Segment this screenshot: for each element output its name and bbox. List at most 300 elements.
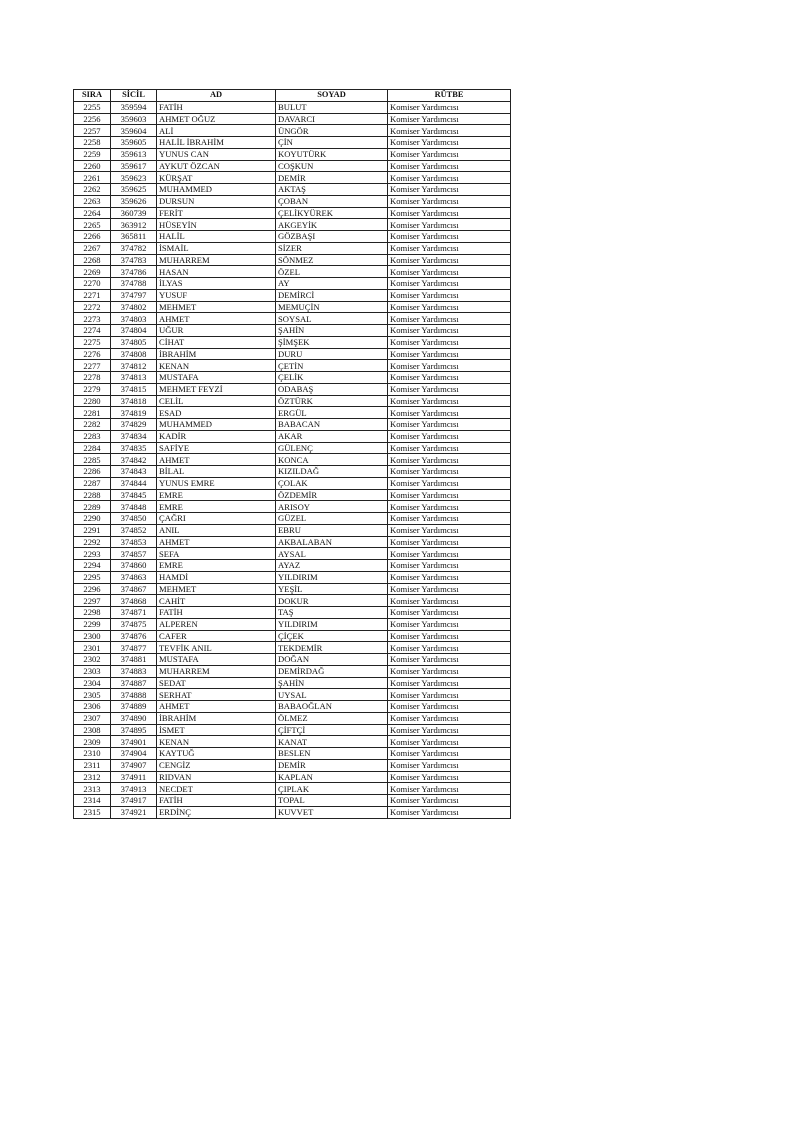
header-ad: AD bbox=[157, 90, 276, 102]
cell-sira: 2304 bbox=[74, 677, 111, 689]
cell-rutbe: Komiser Yardımcısı bbox=[388, 536, 511, 548]
header-sira: SIRA bbox=[74, 90, 111, 102]
cell-sira: 2314 bbox=[74, 795, 111, 807]
personnel-table bbox=[73, 89, 511, 819]
cell-soyad: ÇİFTÇİ bbox=[276, 724, 388, 736]
cell-sicil: 374783 bbox=[111, 254, 157, 266]
cell-sira: 2297 bbox=[74, 595, 111, 607]
table-row bbox=[74, 642, 511, 654]
table-row bbox=[74, 560, 511, 572]
cell-sicil: 374867 bbox=[111, 583, 157, 595]
cell-sicil: 374845 bbox=[111, 489, 157, 501]
cell-sira: 2261 bbox=[74, 172, 111, 184]
cell-soyad: DOĞAN bbox=[276, 654, 388, 666]
cell-soyad: ÖZEL bbox=[276, 266, 388, 278]
cell-sira: 2303 bbox=[74, 665, 111, 677]
cell-soyad: ÇİN bbox=[276, 137, 388, 149]
table-row bbox=[74, 266, 511, 278]
table-row bbox=[74, 783, 511, 795]
cell-rutbe: Komiser Yardımcısı bbox=[388, 689, 511, 701]
cell-rutbe: Komiser Yardımcısı bbox=[388, 254, 511, 266]
cell-sira: 2281 bbox=[74, 407, 111, 419]
cell-ad: AHMET bbox=[157, 701, 276, 713]
table-row bbox=[74, 442, 511, 454]
cell-soyad: AYSAL bbox=[276, 548, 388, 560]
cell-ad: HALİL bbox=[157, 231, 276, 243]
cell-ad: İBRAHİM bbox=[157, 712, 276, 724]
cell-rutbe: Komiser Yardımcısı bbox=[388, 395, 511, 407]
table-row bbox=[74, 125, 511, 137]
cell-sira: 2272 bbox=[74, 301, 111, 313]
table-row bbox=[74, 607, 511, 619]
cell-sira: 2306 bbox=[74, 701, 111, 713]
table-row bbox=[74, 407, 511, 419]
cell-rutbe: Komiser Yardımcısı bbox=[388, 313, 511, 325]
cell-ad: FATİH bbox=[157, 101, 276, 113]
cell-rutbe: Komiser Yardımcısı bbox=[388, 701, 511, 713]
cell-sira: 2273 bbox=[74, 313, 111, 325]
cell-sicil: 374853 bbox=[111, 536, 157, 548]
cell-ad: İLYAS bbox=[157, 278, 276, 290]
cell-sicil: 374834 bbox=[111, 430, 157, 442]
cell-rutbe: Komiser Yardımcısı bbox=[388, 372, 511, 384]
cell-sicil: 374877 bbox=[111, 642, 157, 654]
cell-ad: FERİT bbox=[157, 207, 276, 219]
cell-soyad: SÖNMEZ bbox=[276, 254, 388, 266]
cell-ad: AHMET bbox=[157, 536, 276, 548]
cell-sira: 2275 bbox=[74, 336, 111, 348]
cell-soyad: YEŞİL bbox=[276, 583, 388, 595]
cell-ad: SAFİYE bbox=[157, 442, 276, 454]
table-row bbox=[74, 395, 511, 407]
cell-ad: KADİR bbox=[157, 430, 276, 442]
cell-sicil: 374887 bbox=[111, 677, 157, 689]
cell-sira: 2270 bbox=[74, 278, 111, 290]
cell-sira: 2266 bbox=[74, 231, 111, 243]
table-row bbox=[74, 430, 511, 442]
cell-rutbe: Komiser Yardımcısı bbox=[388, 759, 511, 771]
cell-rutbe: Komiser Yardımcısı bbox=[388, 489, 511, 501]
cell-sira: 2302 bbox=[74, 654, 111, 666]
cell-sicil: 359603 bbox=[111, 113, 157, 125]
cell-rutbe: Komiser Yardımcısı bbox=[388, 783, 511, 795]
cell-sira: 2290 bbox=[74, 513, 111, 525]
cell-ad: ÇAĞRI bbox=[157, 513, 276, 525]
table-row bbox=[74, 501, 511, 513]
cell-rutbe: Komiser Yardımcısı bbox=[388, 419, 511, 431]
table-row bbox=[74, 630, 511, 642]
cell-ad: MUSTAFA bbox=[157, 372, 276, 384]
table-row bbox=[74, 654, 511, 666]
cell-sira: 2286 bbox=[74, 466, 111, 478]
cell-soyad: ÇOLAK bbox=[276, 477, 388, 489]
table-row bbox=[74, 348, 511, 360]
cell-sicil: 359604 bbox=[111, 125, 157, 137]
cell-soyad: ÇİÇEK bbox=[276, 630, 388, 642]
table-header-row bbox=[74, 90, 511, 102]
cell-sira: 2305 bbox=[74, 689, 111, 701]
cell-ad: AYKUT ÖZCAN bbox=[157, 160, 276, 172]
cell-soyad: ÖLMEZ bbox=[276, 712, 388, 724]
cell-soyad: DOKUR bbox=[276, 595, 388, 607]
cell-sicil: 374883 bbox=[111, 665, 157, 677]
table-row bbox=[74, 536, 511, 548]
cell-sicil: 374782 bbox=[111, 242, 157, 254]
cell-soyad: ÇOBAN bbox=[276, 195, 388, 207]
cell-ad: KENAN bbox=[157, 736, 276, 748]
cell-rutbe: Komiser Yardımcısı bbox=[388, 278, 511, 290]
cell-sicil: 363912 bbox=[111, 219, 157, 231]
table-row bbox=[74, 301, 511, 313]
cell-sicil: 360739 bbox=[111, 207, 157, 219]
cell-ad: AHMET OĞUZ bbox=[157, 113, 276, 125]
cell-sicil: 374875 bbox=[111, 618, 157, 630]
cell-soyad: KUVVET bbox=[276, 806, 388, 818]
cell-ad: CELİL bbox=[157, 395, 276, 407]
cell-soyad: DEMİRDAĞ bbox=[276, 665, 388, 677]
cell-ad: HÜSEYİN bbox=[157, 219, 276, 231]
cell-sira: 2280 bbox=[74, 395, 111, 407]
cell-rutbe: Komiser Yardımcısı bbox=[388, 348, 511, 360]
table-row bbox=[74, 137, 511, 149]
cell-sicil: 374850 bbox=[111, 513, 157, 525]
cell-soyad: AKGEYİK bbox=[276, 219, 388, 231]
cell-sira: 2268 bbox=[74, 254, 111, 266]
cell-sicil: 374788 bbox=[111, 278, 157, 290]
cell-sira: 2284 bbox=[74, 442, 111, 454]
cell-soyad: KONCA bbox=[276, 454, 388, 466]
cell-sira: 2259 bbox=[74, 148, 111, 160]
cell-ad: İBRAHİM bbox=[157, 348, 276, 360]
cell-sira: 2262 bbox=[74, 184, 111, 196]
cell-ad: MEHMET bbox=[157, 301, 276, 313]
cell-soyad: COŞKUN bbox=[276, 160, 388, 172]
cell-ad: YUNUS CAN bbox=[157, 148, 276, 160]
cell-rutbe: Komiser Yardımcısı bbox=[388, 442, 511, 454]
cell-sira: 2267 bbox=[74, 242, 111, 254]
cell-sira: 2283 bbox=[74, 430, 111, 442]
cell-sira: 2288 bbox=[74, 489, 111, 501]
cell-soyad: ÜNGÖR bbox=[276, 125, 388, 137]
cell-sicil: 359623 bbox=[111, 172, 157, 184]
cell-sicil: 374881 bbox=[111, 654, 157, 666]
cell-ad: ERDİNÇ bbox=[157, 806, 276, 818]
cell-sicil: 374808 bbox=[111, 348, 157, 360]
cell-soyad: MEMUÇİN bbox=[276, 301, 388, 313]
cell-soyad: AKAR bbox=[276, 430, 388, 442]
cell-sicil: 374835 bbox=[111, 442, 157, 454]
table-row bbox=[74, 795, 511, 807]
cell-soyad: KANAT bbox=[276, 736, 388, 748]
cell-sira: 2299 bbox=[74, 618, 111, 630]
table-row bbox=[74, 360, 511, 372]
cell-sira: 2260 bbox=[74, 160, 111, 172]
cell-soyad: GÖZBAŞI bbox=[276, 231, 388, 243]
cell-sira: 2277 bbox=[74, 360, 111, 372]
cell-sira: 2307 bbox=[74, 712, 111, 724]
table-row bbox=[74, 419, 511, 431]
table-row bbox=[74, 195, 511, 207]
cell-rutbe: Komiser Yardımcısı bbox=[388, 430, 511, 442]
table-row bbox=[74, 548, 511, 560]
cell-rutbe: Komiser Yardımcısı bbox=[388, 607, 511, 619]
cell-sicil: 374857 bbox=[111, 548, 157, 560]
cell-ad: İSMAİL bbox=[157, 242, 276, 254]
cell-sicil: 359605 bbox=[111, 137, 157, 149]
cell-sicil: 374818 bbox=[111, 395, 157, 407]
cell-sira: 2269 bbox=[74, 266, 111, 278]
table-row bbox=[74, 254, 511, 266]
cell-ad: MUHAMMED bbox=[157, 419, 276, 431]
cell-sicil: 374911 bbox=[111, 771, 157, 783]
cell-sicil: 374907 bbox=[111, 759, 157, 771]
cell-sira: 2282 bbox=[74, 419, 111, 431]
cell-rutbe: Komiser Yardımcısı bbox=[388, 548, 511, 560]
cell-rutbe: Komiser Yardımcısı bbox=[388, 513, 511, 525]
cell-sicil: 359594 bbox=[111, 101, 157, 113]
cell-sicil: 374852 bbox=[111, 524, 157, 536]
cell-ad: YUNUS EMRE bbox=[157, 477, 276, 489]
table-row bbox=[74, 477, 511, 489]
table-row bbox=[74, 172, 511, 184]
cell-ad: FATİH bbox=[157, 795, 276, 807]
cell-soyad: KIZILDAĞ bbox=[276, 466, 388, 478]
cell-soyad: DAVARCI bbox=[276, 113, 388, 125]
cell-sicil: 374871 bbox=[111, 607, 157, 619]
cell-sira: 2312 bbox=[74, 771, 111, 783]
table-row bbox=[74, 524, 511, 536]
cell-sicil: 374876 bbox=[111, 630, 157, 642]
cell-ad: MUHAMMED bbox=[157, 184, 276, 196]
table-row bbox=[74, 595, 511, 607]
cell-soyad: TEKDEMİR bbox=[276, 642, 388, 654]
cell-sira: 2301 bbox=[74, 642, 111, 654]
cell-soyad: ODABAŞ bbox=[276, 383, 388, 395]
cell-rutbe: Komiser Yardımcısı bbox=[388, 195, 511, 207]
cell-soyad: TOPAL bbox=[276, 795, 388, 807]
cell-soyad: KOYUTÜRK bbox=[276, 148, 388, 160]
table-row bbox=[74, 383, 511, 395]
cell-soyad: BULUT bbox=[276, 101, 388, 113]
cell-sira: 2276 bbox=[74, 348, 111, 360]
table-row bbox=[74, 665, 511, 677]
cell-rutbe: Komiser Yardımcısı bbox=[388, 207, 511, 219]
cell-rutbe: Komiser Yardımcısı bbox=[388, 560, 511, 572]
table-row bbox=[74, 454, 511, 466]
cell-rutbe: Komiser Yardımcısı bbox=[388, 654, 511, 666]
cell-rutbe: Komiser Yardımcısı bbox=[388, 748, 511, 760]
cell-rutbe: Komiser Yardımcısı bbox=[388, 301, 511, 313]
cell-sicil: 374844 bbox=[111, 477, 157, 489]
cell-ad: MEHMET FEYZİ bbox=[157, 383, 276, 395]
cell-soyad: BESLEN bbox=[276, 748, 388, 760]
cell-sicil: 374815 bbox=[111, 383, 157, 395]
cell-rutbe: Komiser Yardımcısı bbox=[388, 524, 511, 536]
cell-soyad: YILDIRIM bbox=[276, 618, 388, 630]
cell-rutbe: Komiser Yardımcısı bbox=[388, 184, 511, 196]
cell-soyad: UYSAL bbox=[276, 689, 388, 701]
cell-ad: HASAN bbox=[157, 266, 276, 278]
table-row bbox=[74, 724, 511, 736]
cell-rutbe: Komiser Yardımcısı bbox=[388, 289, 511, 301]
cell-rutbe: Komiser Yardımcısı bbox=[388, 231, 511, 243]
cell-ad: TEVFİK ANIL bbox=[157, 642, 276, 654]
cell-sira: 2294 bbox=[74, 560, 111, 572]
cell-ad: SEFA bbox=[157, 548, 276, 560]
cell-ad: CİHAT bbox=[157, 336, 276, 348]
cell-sira: 2308 bbox=[74, 724, 111, 736]
cell-rutbe: Komiser Yardımcısı bbox=[388, 477, 511, 489]
cell-sicil: 374805 bbox=[111, 336, 157, 348]
cell-soyad: DEMİR bbox=[276, 759, 388, 771]
cell-rutbe: Komiser Yardımcısı bbox=[388, 571, 511, 583]
cell-sicil: 374797 bbox=[111, 289, 157, 301]
cell-ad: KAYTUĞ bbox=[157, 748, 276, 760]
cell-sira: 2278 bbox=[74, 372, 111, 384]
cell-rutbe: Komiser Yardımcısı bbox=[388, 771, 511, 783]
cell-sicil: 374804 bbox=[111, 325, 157, 337]
cell-sicil: 374921 bbox=[111, 806, 157, 818]
cell-rutbe: Komiser Yardımcısı bbox=[388, 125, 511, 137]
cell-rutbe: Komiser Yardımcısı bbox=[388, 407, 511, 419]
cell-ad: UĞUR bbox=[157, 325, 276, 337]
cell-ad: CENGİZ bbox=[157, 759, 276, 771]
cell-sicil: 374803 bbox=[111, 313, 157, 325]
cell-sicil: 359613 bbox=[111, 148, 157, 160]
cell-sicil: 374812 bbox=[111, 360, 157, 372]
table-row bbox=[74, 231, 511, 243]
cell-ad: İSMET bbox=[157, 724, 276, 736]
cell-ad: KÜRŞAT bbox=[157, 172, 276, 184]
cell-rutbe: Komiser Yardımcısı bbox=[388, 618, 511, 630]
cell-sira: 2271 bbox=[74, 289, 111, 301]
cell-soyad: GÜLENÇ bbox=[276, 442, 388, 454]
cell-rutbe: Komiser Yardımcısı bbox=[388, 266, 511, 278]
cell-sira: 2274 bbox=[74, 325, 111, 337]
table-row bbox=[74, 748, 511, 760]
cell-rutbe: Komiser Yardımcısı bbox=[388, 137, 511, 149]
cell-soyad: ÇIPLAK bbox=[276, 783, 388, 795]
cell-rutbe: Komiser Yardımcısı bbox=[388, 160, 511, 172]
cell-ad: HAMDİ bbox=[157, 571, 276, 583]
cell-sira: 2296 bbox=[74, 583, 111, 595]
cell-soyad: ÇELİKYÜREK bbox=[276, 207, 388, 219]
table-row bbox=[74, 184, 511, 196]
cell-soyad: BABAOĞLAN bbox=[276, 701, 388, 713]
cell-soyad: YILDIRIM bbox=[276, 571, 388, 583]
table-row bbox=[74, 207, 511, 219]
cell-sicil: 374890 bbox=[111, 712, 157, 724]
header-sicil: SİCİL bbox=[111, 90, 157, 102]
table-row bbox=[74, 513, 511, 525]
cell-soyad: SOYSAL bbox=[276, 313, 388, 325]
cell-sicil: 374888 bbox=[111, 689, 157, 701]
table-row bbox=[74, 148, 511, 160]
table-row bbox=[74, 466, 511, 478]
cell-sira: 2256 bbox=[74, 113, 111, 125]
cell-sicil: 374829 bbox=[111, 419, 157, 431]
cell-soyad: TAŞ bbox=[276, 607, 388, 619]
cell-ad: ANIL bbox=[157, 524, 276, 536]
cell-sira: 2263 bbox=[74, 195, 111, 207]
cell-sira: 2313 bbox=[74, 783, 111, 795]
cell-sicil: 374819 bbox=[111, 407, 157, 419]
cell-soyad: ŞİMŞEK bbox=[276, 336, 388, 348]
table-body bbox=[74, 101, 511, 818]
cell-soyad: ÇELİK bbox=[276, 372, 388, 384]
cell-sira: 2264 bbox=[74, 207, 111, 219]
cell-rutbe: Komiser Yardımcısı bbox=[388, 806, 511, 818]
cell-ad: ALPEREN bbox=[157, 618, 276, 630]
table-row bbox=[74, 583, 511, 595]
cell-sicil: 374917 bbox=[111, 795, 157, 807]
cell-ad: DURSUN bbox=[157, 195, 276, 207]
cell-sira: 2279 bbox=[74, 383, 111, 395]
cell-sicil: 374901 bbox=[111, 736, 157, 748]
cell-sira: 2309 bbox=[74, 736, 111, 748]
cell-ad: AHMET bbox=[157, 454, 276, 466]
cell-ad: ALİ bbox=[157, 125, 276, 137]
table-row bbox=[74, 278, 511, 290]
table-row bbox=[74, 219, 511, 231]
cell-sicil: 374889 bbox=[111, 701, 157, 713]
cell-sicil: 374913 bbox=[111, 783, 157, 795]
table-row bbox=[74, 325, 511, 337]
cell-rutbe: Komiser Yardımcısı bbox=[388, 595, 511, 607]
cell-ad: CAFER bbox=[157, 630, 276, 642]
cell-sira: 2289 bbox=[74, 501, 111, 513]
cell-soyad: BABACAN bbox=[276, 419, 388, 431]
cell-sira: 2291 bbox=[74, 524, 111, 536]
cell-ad: ESAD bbox=[157, 407, 276, 419]
cell-rutbe: Komiser Yardımcısı bbox=[388, 736, 511, 748]
cell-rutbe: Komiser Yardımcısı bbox=[388, 630, 511, 642]
cell-soyad: AKBALABAN bbox=[276, 536, 388, 548]
cell-rutbe: Komiser Yardımcısı bbox=[388, 219, 511, 231]
cell-ad: EMRE bbox=[157, 560, 276, 572]
table-row bbox=[74, 113, 511, 125]
cell-soyad: SİZER bbox=[276, 242, 388, 254]
cell-sicil: 374813 bbox=[111, 372, 157, 384]
cell-rutbe: Komiser Yardımcısı bbox=[388, 501, 511, 513]
table-row bbox=[74, 759, 511, 771]
cell-ad: SEDAT bbox=[157, 677, 276, 689]
cell-sicil: 359626 bbox=[111, 195, 157, 207]
cell-ad: BİLAL bbox=[157, 466, 276, 478]
cell-rutbe: Komiser Yardımcısı bbox=[388, 101, 511, 113]
table-row bbox=[74, 771, 511, 783]
cell-sicil: 374868 bbox=[111, 595, 157, 607]
header-soyad: SOYAD bbox=[276, 90, 388, 102]
cell-ad: MUHARREM bbox=[157, 665, 276, 677]
cell-sicil: 374895 bbox=[111, 724, 157, 736]
cell-soyad: DEMİRCİ bbox=[276, 289, 388, 301]
cell-rutbe: Komiser Yardımcısı bbox=[388, 454, 511, 466]
cell-sira: 2315 bbox=[74, 806, 111, 818]
cell-sira: 2285 bbox=[74, 454, 111, 466]
cell-ad: RIDVAN bbox=[157, 771, 276, 783]
cell-sicil: 365811 bbox=[111, 231, 157, 243]
cell-soyad: AKTAŞ bbox=[276, 184, 388, 196]
cell-sicil: 359625 bbox=[111, 184, 157, 196]
cell-soyad: EBRU bbox=[276, 524, 388, 536]
cell-ad: FATİH bbox=[157, 607, 276, 619]
table-row bbox=[74, 489, 511, 501]
cell-ad: EMRE bbox=[157, 501, 276, 513]
cell-rutbe: Komiser Yardımcısı bbox=[388, 383, 511, 395]
table-row bbox=[74, 101, 511, 113]
cell-soyad: DURU bbox=[276, 348, 388, 360]
